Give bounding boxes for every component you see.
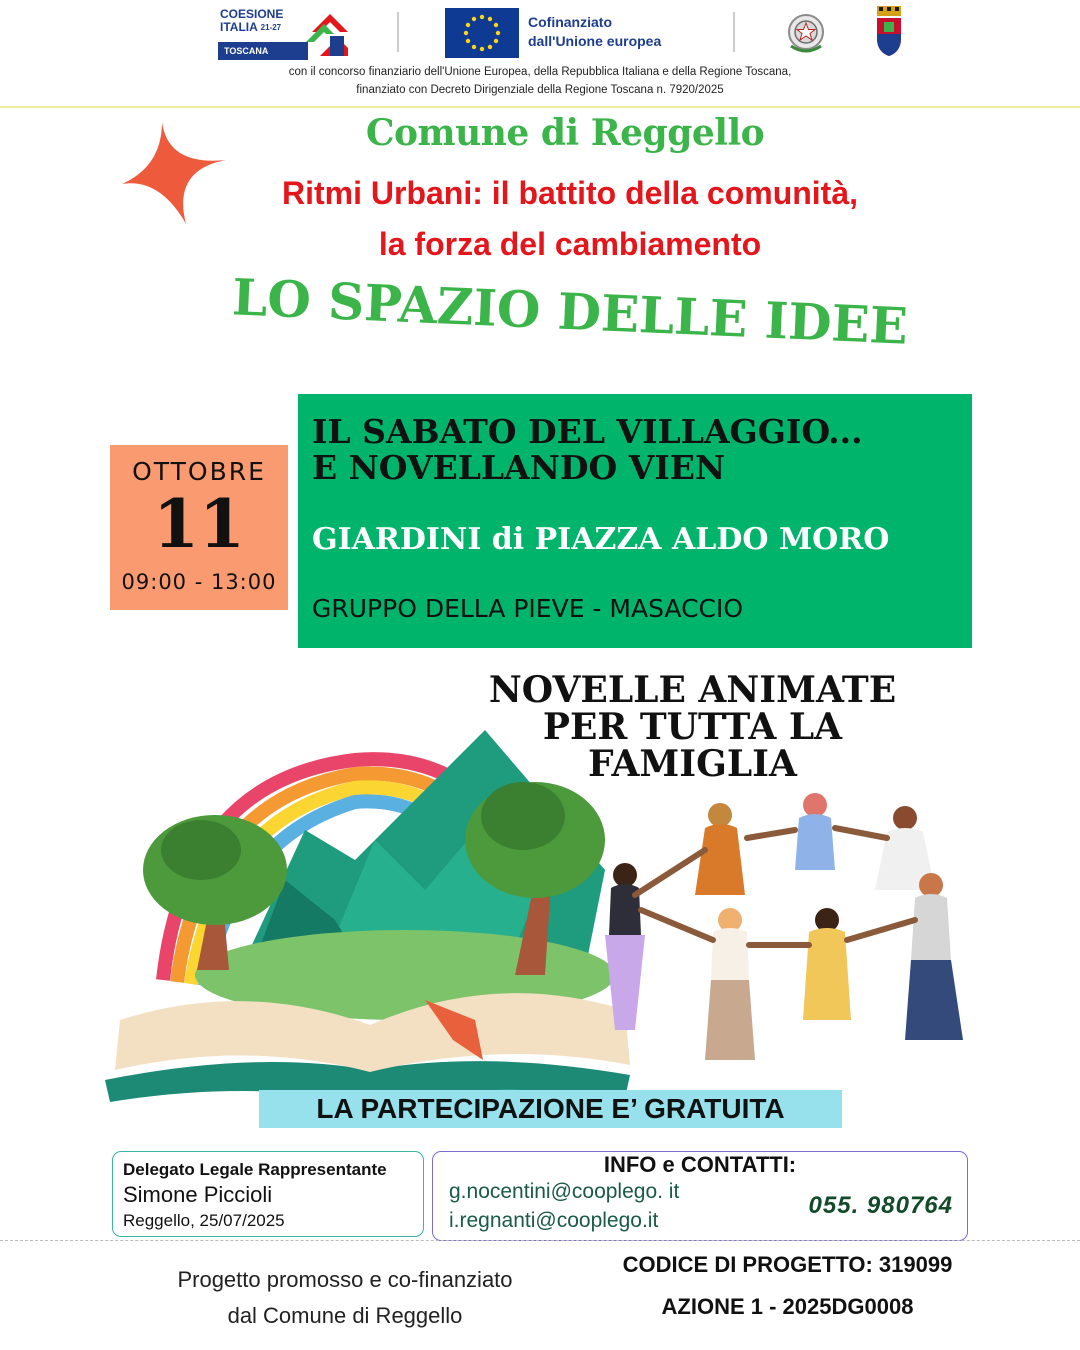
date-month: OTTOBRE <box>132 457 266 486</box>
eu-flag-icon <box>445 8 519 58</box>
date-time: 09:00 - 13:00 <box>121 570 277 594</box>
storybook-illustration <box>105 720 985 1110</box>
promo-line1: Progetto promosso e co-finanziato <box>177 1267 513 1292</box>
promo-text <box>115 1262 575 1334</box>
comune-title: Comune di Reggello <box>365 112 765 154</box>
event-group: GRUPPO DELLA PIEVE - MASACCIO <box>312 594 744 623</box>
date-box <box>110 445 288 610</box>
coesione-line2: ITALIA <box>220 20 258 34</box>
delegate-box <box>112 1151 424 1237</box>
header-separator <box>0 106 1080 108</box>
event-title-line1: IL SABATO DEL VILLAGGIO... <box>312 412 863 451</box>
delegate-name: Simone Piccioli <box>123 1182 273 1207</box>
dancing-people-icon <box>605 793 963 1060</box>
coesione-arrow-icon <box>304 8 350 58</box>
header-divider <box>733 12 735 52</box>
contacts-title: INFO e CONTATTI: <box>603 1152 797 1177</box>
contact-email-2[interactable]: i.regnanti@cooplego.it <box>449 1209 659 1232</box>
project-code: CODICE DI PROGETTO: 319099 <box>622 1252 953 1277</box>
event-title-line2: E NOVELLANDO VIEN <box>312 448 726 487</box>
contacts-box <box>432 1151 968 1241</box>
delegate-place-date: Reggello, 25/07/2025 <box>123 1211 285 1230</box>
contact-phone[interactable]: 055. 980764 <box>808 1192 953 1219</box>
eu-line1: Cofinanziato <box>528 14 612 30</box>
main-title: LO SPAZIO DELLE IDEE <box>230 267 910 356</box>
eu-cofinanced-label <box>528 13 661 51</box>
project-subtitle-line1: Ritmi Urbani: il battito della comunità, <box>281 175 859 211</box>
coesione-region: TOSCANA <box>218 42 308 60</box>
italian-emblem-icon <box>783 8 829 58</box>
municipal-crest-icon <box>874 4 904 58</box>
footer-separator <box>0 1240 1080 1241</box>
project-action: AZIONE 1 - 2025DG0008 <box>661 1294 914 1319</box>
participation-banner: LA PARTECIPAZIONE E’ GRATUITA <box>259 1090 842 1128</box>
promo-line2: dal Comune di Reggello <box>227 1303 463 1328</box>
delegate-role: Delegato Legale Rappresentante <box>123 1160 387 1179</box>
novelle-line3: FAMIGLIA <box>588 743 797 785</box>
novelle-line1: NOVELLE ANIMATE <box>488 669 897 711</box>
header-divider <box>397 12 399 52</box>
funding-note-line1: con il concorso finanziario dell'Unione Europea, della Repubblica Italiana e della Regione Toscana, <box>288 66 792 78</box>
contact-email-1[interactable]: g.nocentini@cooplego. it <box>449 1180 680 1203</box>
funding-note-line2: finanziato con Decreto Dirigenziale della Regione Toscana n. 7920/2025 <box>356 84 724 96</box>
novelle-line2: PER TUTTA LA <box>542 706 843 748</box>
event-place: GIARDINI di PIAZZA ALDO MORO <box>312 522 890 557</box>
coesione-line1: COESIONE <box>220 7 284 21</box>
coesione-italia-logo <box>218 6 350 58</box>
event-title <box>312 414 863 486</box>
event-box <box>298 394 972 648</box>
date-day: 11 <box>153 485 245 563</box>
eu-line2: dall'Unione europea <box>528 33 662 49</box>
coesione-years: 21-27 <box>260 23 282 32</box>
project-subtitle-line2: la forza del cambiamento <box>378 226 762 262</box>
